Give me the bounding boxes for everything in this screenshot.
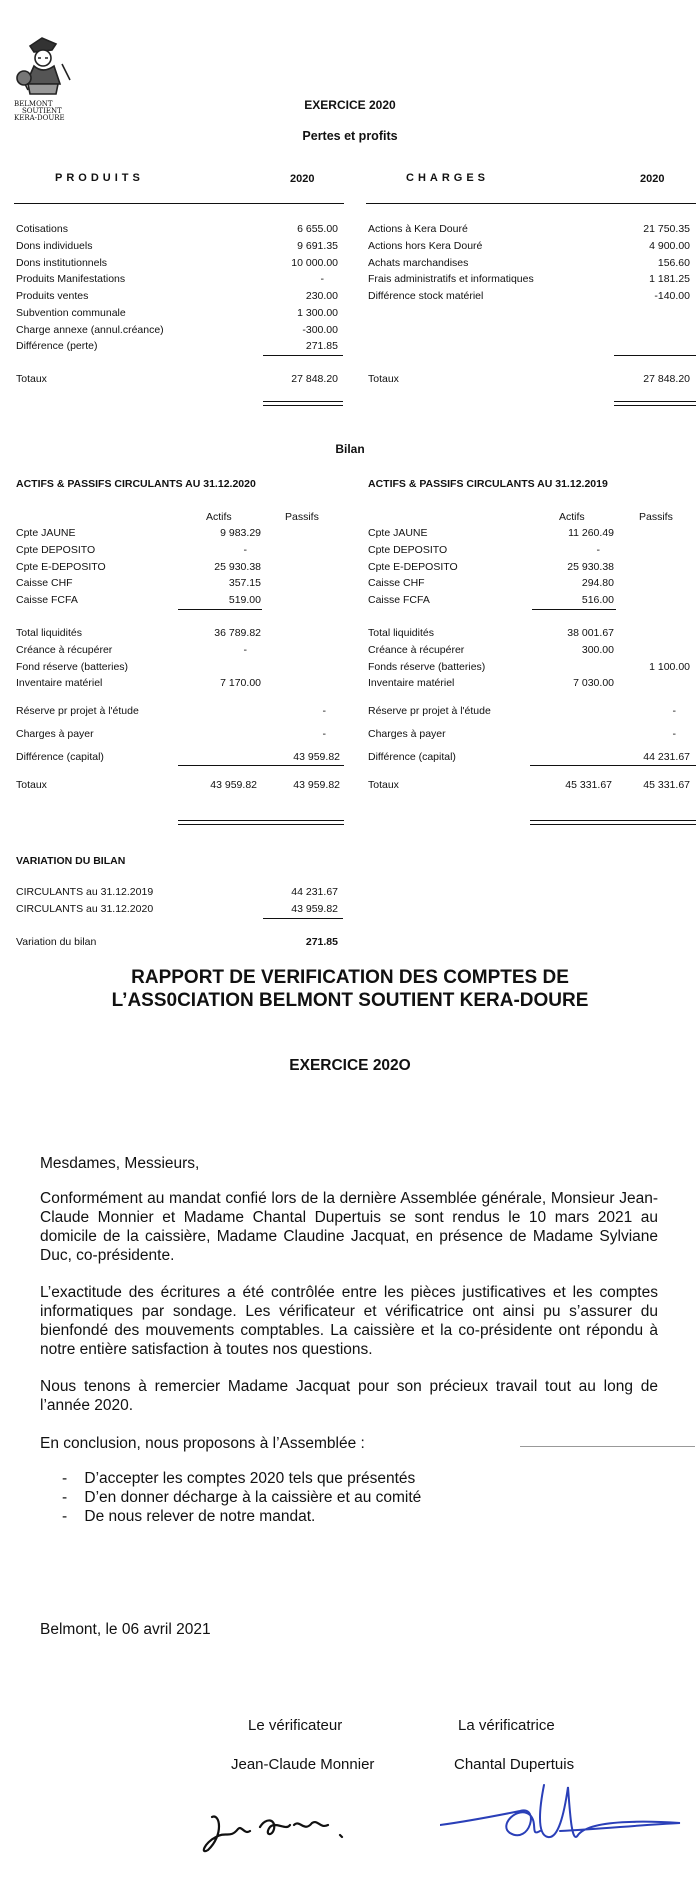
liquidites-rule	[178, 609, 262, 610]
paragraph-4: En conclusion, nous proposons à l’Assemblée :	[40, 1435, 365, 1452]
rapport-exercice: EXERCICE 202O	[289, 1057, 411, 1074]
logo-line-3: KERA-DOURE	[14, 114, 65, 122]
variation-heading: VARIATION DU BILAN	[16, 855, 126, 867]
charges-heading: CHARGES	[406, 172, 490, 184]
bilan-left-heading: ACTIFS & PASSIFS CIRCULANTS AU 31.12.2020	[16, 478, 256, 490]
produits-year: 2020	[290, 173, 315, 185]
paragraph-3: Nous tenons à remercier Madame Jacquat pour son précieux travail tout au long de l’année 2020.	[40, 1378, 658, 1414]
paragraph-2: L’exactitude des écritures a été contrôlée entre les pièces justificatives et les comptes informatiques par sondage. Les vérificateur et vérificatrice ont ainsi pu s’assurer du bienfondé des mouvements comptables. La caissière et la co-présidente ont répondu à notre entière satisfaction à toutes nos questions.	[40, 1284, 658, 1358]
col-passifs-label: Passifs	[639, 511, 673, 523]
salutation: Mesdames, Messieurs,	[40, 1155, 200, 1172]
charges-year: 2020	[640, 173, 665, 185]
logo-line-2: SOUTIENT	[22, 107, 62, 115]
capital-rule	[178, 765, 344, 766]
pertes-profits-title: Pertes et profits	[302, 129, 398, 143]
logo-line-1: BELMONT	[14, 100, 53, 108]
signature-right-scribble	[440, 1775, 690, 1865]
liquidites-rule	[532, 609, 616, 610]
signature-left-scribble	[190, 1795, 390, 1865]
charges-diff-rule	[614, 355, 696, 356]
bilan-title: Bilan	[335, 442, 365, 456]
list-item: - D’accepter les comptes 2020 tels que présentés	[62, 1470, 416, 1487]
paragraph-1: Conformément au mandat confié lors de la dernière Assemblée générale, Monsieur Jean-Claude Monnier et Madame Chantal Dupertuis se sont rendus le 10 mars 2021 au domicile de la caissière, Madame Claudine Jacquat, en présence de Madame Sylviane Duc, co-présidente.	[40, 1190, 658, 1264]
exercice-title: EXERCICE 2020	[304, 98, 396, 112]
pp-left-header-rule	[14, 203, 344, 204]
bilan-left-double-rule	[178, 820, 344, 825]
pp-right-double-rule	[614, 401, 696, 406]
signature-left-name: Jean-Claude Monnier	[231, 1756, 375, 1773]
produits-diff-rule	[263, 355, 343, 356]
signature-left-role: Le vérificateur	[248, 1717, 343, 1734]
rapport-title-line1: RAPPORT DE VERIFICATION DES COMPTES DE	[131, 967, 569, 988]
scan-artifact-line	[520, 1446, 695, 1447]
bilan-right-double-rule	[530, 820, 696, 825]
variation-rule	[263, 918, 343, 919]
pp-right-header-rule	[366, 203, 696, 204]
warrior-illustration	[12, 34, 74, 96]
col-passifs-label: Passifs	[285, 511, 319, 523]
produits-heading: PRODUITS	[55, 172, 144, 184]
col-actifs-label: Actifs	[559, 511, 585, 523]
rapport-title-line2: L’ASS0CIATION BELMONT SOUTIENT KERA-DOURE	[111, 990, 589, 1011]
col-actifs-label: Actifs	[206, 511, 232, 523]
pp-left-double-rule	[263, 401, 343, 406]
place-date: Belmont, le 06 avril 2021	[40, 1621, 211, 1638]
list-item: - De nous relever de notre mandat.	[62, 1508, 316, 1525]
bilan-right-heading: ACTIFS & PASSIFS CIRCULANTS AU 31.12.2019	[368, 478, 608, 490]
capital-rule	[530, 765, 696, 766]
list-item: - D’en donner décharge à la caissière et au comité	[62, 1489, 422, 1506]
signature-right-name: Chantal Dupertuis	[454, 1756, 575, 1773]
signature-right-role: La vérificatrice	[458, 1717, 555, 1734]
